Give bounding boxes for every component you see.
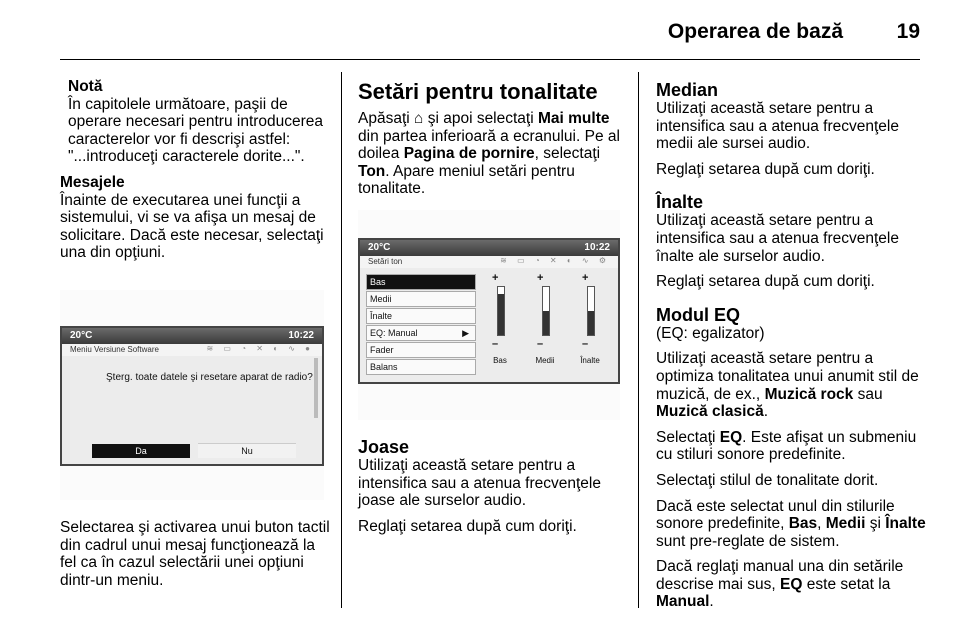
tone-body (360, 268, 618, 382)
status-icons: ≋ ▭ ◔ ✕ ◐ ∿ ● (206, 344, 314, 353)
home-icon: ⌂ (414, 110, 424, 127)
column-1-bottom (60, 519, 330, 589)
status-bar (360, 240, 618, 256)
slider-level (543, 311, 549, 335)
tone-sliders (482, 270, 614, 382)
eq-p3: Selectaţi stilul de tonalitate dorit. (656, 471, 879, 489)
status-bar (62, 328, 322, 344)
tone-menu-item[interactable]: Fader (366, 342, 476, 358)
slider-track[interactable] (587, 286, 595, 336)
inalte-title: Înalte (656, 192, 704, 213)
header-rule (60, 59, 920, 60)
screen-title-bar (360, 256, 618, 268)
column-1 (60, 78, 330, 262)
slider-label: Bas (493, 356, 507, 365)
column-divider-2 (638, 72, 639, 608)
inalte-text: Utilizaţi această setare pentru a intensifica sau a atenua frecvenţele înalte ale surselor audio. (656, 212, 899, 265)
page-header (0, 0, 960, 60)
clock: 10:22 (288, 330, 314, 341)
column-3 (656, 80, 926, 611)
note-box (60, 78, 330, 166)
median-adjust: Reglaţi setarea după cum doriţi. (656, 160, 875, 178)
tone-settings-heading: Setări pentru tonalitate (358, 79, 598, 104)
tone-menu-item[interactable]: Medii (366, 291, 476, 307)
screen-title: Setări ton (368, 257, 403, 266)
slider-label: Înalte (580, 356, 600, 365)
after-dialog-text: Selectarea şi activarea unui buton tactil din cadrul unui mesaj funcţionează la fel ca în cazul selectării unei opţiuni dintr-un meniu. (60, 519, 330, 589)
eq-p4: Dacă este selectat unul din stilurile sonore predefinite, Bas, Medii şi Înalte sunt pre-reglate de sistem. (656, 497, 926, 550)
column-2 (358, 80, 626, 198)
radio-screen (60, 326, 324, 466)
status-icons: ≋ ▭ ◔ ✕ ◐ ∿ ⚙ (500, 256, 610, 265)
dialog-question: Şterg. toate datele şi resetare aparat de radio? (106, 372, 313, 383)
yes-button[interactable]: Da (92, 444, 190, 458)
temperature: 20°C (368, 242, 391, 253)
tone-screen (358, 238, 620, 384)
screen-title-bar (62, 344, 322, 356)
chapter-title: Operarea de bază (667, 20, 843, 43)
joase-adjust: Reglaţi setarea după cum doriţi. (358, 517, 577, 535)
slider-track[interactable] (542, 286, 550, 336)
joase-title: Joase (358, 437, 410, 457)
plus-icon[interactable]: + (582, 272, 589, 284)
column-divider-1 (341, 72, 342, 608)
tone-slider[interactable] (488, 272, 512, 365)
median-title: Median (656, 80, 719, 100)
screen-title: Meniu Versiune Software (70, 345, 159, 354)
minus-icon[interactable]: – (492, 338, 499, 350)
tone-intro: Apăsaţi ⌂ şi apoi selectaţi Mai multe din partea inferioară a ecranului. Pe al doilea Pagina de pornire, selectaţi Ton. Apare meniul setări pentru tonalitate. (358, 110, 620, 198)
slider-level (588, 311, 594, 335)
page-number: 19 (896, 20, 920, 43)
note-text: În capitolele următoare, paşii de operare necesari pentru introducerea caracterelor vor fi descrişi astfel: "...introduceţi caracterele dorite...". (68, 95, 324, 166)
note-title: Notă (68, 78, 103, 95)
slider-label: Medii (535, 356, 555, 365)
eq-p1: Utilizaţi această setare pentru a optimiza tonalitatea unui anumit stil de muzică, de ex., Muzică rock sau Muzică clasică. (656, 350, 919, 421)
screenshot-tone (358, 210, 620, 420)
eq-p5: Dacă reglaţi manual una din setările descrise mai sus, EQ este setat la Manual. (656, 558, 904, 611)
tone-menu-item[interactable]: Bas (366, 274, 476, 290)
submenu-arrow-icon: ▶ (462, 328, 469, 338)
joase-text: Utilizaţi această setare pentru a intensifica sau a atenua frecvenţele joase ale surselor audio. (358, 457, 601, 510)
plus-icon[interactable]: + (537, 272, 544, 284)
plus-icon[interactable]: + (492, 272, 499, 284)
clock: 10:22 (584, 242, 610, 253)
tone-slider[interactable] (533, 272, 557, 365)
slider-track[interactable] (497, 286, 505, 336)
median-text: Utilizaţi această setare pentru a intensifica sau a atenua frecvenţele medii ale sursei audio. (656, 100, 899, 153)
eq-subtitle: (EQ: egalizator) (656, 324, 765, 342)
no-button[interactable]: Nu (198, 443, 296, 458)
eq-title: Modul EQ (656, 304, 740, 325)
screenshot-dialog (60, 290, 324, 500)
tone-menu-item[interactable]: Balans (366, 359, 476, 375)
minus-icon[interactable]: – (582, 338, 589, 350)
scrollbar[interactable] (314, 358, 318, 418)
mesaje-title: Mesajele (60, 173, 125, 191)
temperature: 20°C (70, 330, 93, 341)
column-2-bottom (358, 437, 626, 535)
tone-menu (366, 274, 476, 376)
tone-slider[interactable] (578, 272, 602, 365)
tone-menu-item[interactable]: EQ: Manual ▶ (366, 325, 476, 341)
dialog-area (62, 356, 322, 464)
mesaje-text: Înainte de executarea unei funcţii a sistemului, vi se va afişa un mesaj de solicitare. Dacă este necesar, selectaţi una din opţiuni. (60, 191, 324, 262)
slider-level (498, 294, 504, 335)
minus-icon[interactable]: – (537, 338, 544, 350)
eq-p2: Selectaţi EQ. Este afişat un submeniu cu stiluri sonore predefinite. (656, 428, 917, 464)
tone-menu-item[interactable]: Înalte (366, 308, 476, 324)
inalte-adjust: Reglaţi setarea după cum doriţi. (656, 273, 875, 291)
